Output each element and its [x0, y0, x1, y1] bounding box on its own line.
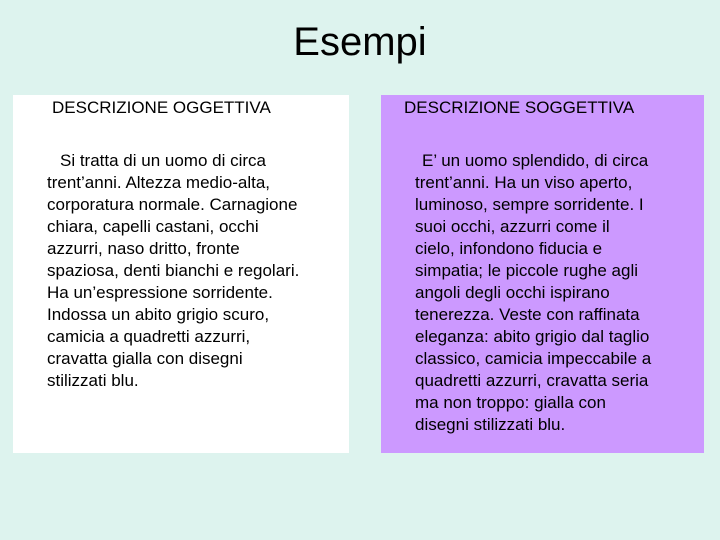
- objective-text-line: corporatura normale. Carnagione: [47, 195, 298, 214]
- subjective-text-line: eleganza: abito grigio dal taglio: [415, 327, 650, 346]
- objective-text-line: spaziosa, denti bianchi e regolari.: [47, 261, 300, 280]
- subjective-text-line: disegni stilizzati blu.: [415, 415, 566, 434]
- subjective-text-line: luminoso, sempre sorridente. I: [415, 195, 644, 214]
- subjective-text-line: quadretti azzurri, cravatta seria: [415, 371, 649, 390]
- slide-title: Esempi: [293, 20, 427, 64]
- objective-text-line: Ha un’espressione sorridente.: [47, 283, 273, 302]
- subjective-text-line: tenerezza. Veste con raffinata: [415, 305, 640, 324]
- subjective-text-line: classico, camicia impeccabile a: [415, 349, 652, 368]
- objective-description-panel: [13, 95, 349, 453]
- subjective-description-heading: DESCRIZIONE SOGGETTIVA: [404, 98, 635, 117]
- objective-text-line: Indossa un abito grigio scuro,: [47, 305, 270, 324]
- subjective-text-line: suoi occhi, azzurri come il: [415, 217, 610, 236]
- objective-text-line: cravatta gialla con disegni: [47, 349, 243, 368]
- subjective-text-line: cielo, infondono fiducia e: [415, 239, 603, 258]
- subjective-text-line: simpatia; le piccole rughe agli: [415, 261, 639, 280]
- objective-text-line: camicia a quadretti azzurri,: [47, 327, 251, 346]
- subjective-description-text: [415, 150, 701, 436]
- subjective-description-panel: [381, 95, 704, 453]
- objective-text-line: azzurri, naso dritto, fronte: [47, 239, 240, 258]
- subjective-text-line: angoli degli occhi ispirano: [415, 283, 610, 302]
- objective-text-line: trent’anni. Altezza medio-alta,: [47, 173, 271, 192]
- subjective-text-line: E’ un uomo splendido, di circa: [422, 151, 649, 170]
- objective-text-line: chiara, capelli castani, occhi: [47, 217, 259, 236]
- objective-description-heading: DESCRIZIONE OGGETTIVA: [52, 98, 271, 117]
- objective-text-line: Si tratta di un uomo di circa: [60, 151, 266, 170]
- subjective-text-line: ma non troppo: gialla con: [415, 393, 606, 412]
- objective-description-text: [47, 150, 349, 392]
- subjective-text-line: trent’anni. Ha un viso aperto,: [415, 173, 633, 192]
- objective-text-line: stilizzati blu.: [47, 371, 139, 390]
